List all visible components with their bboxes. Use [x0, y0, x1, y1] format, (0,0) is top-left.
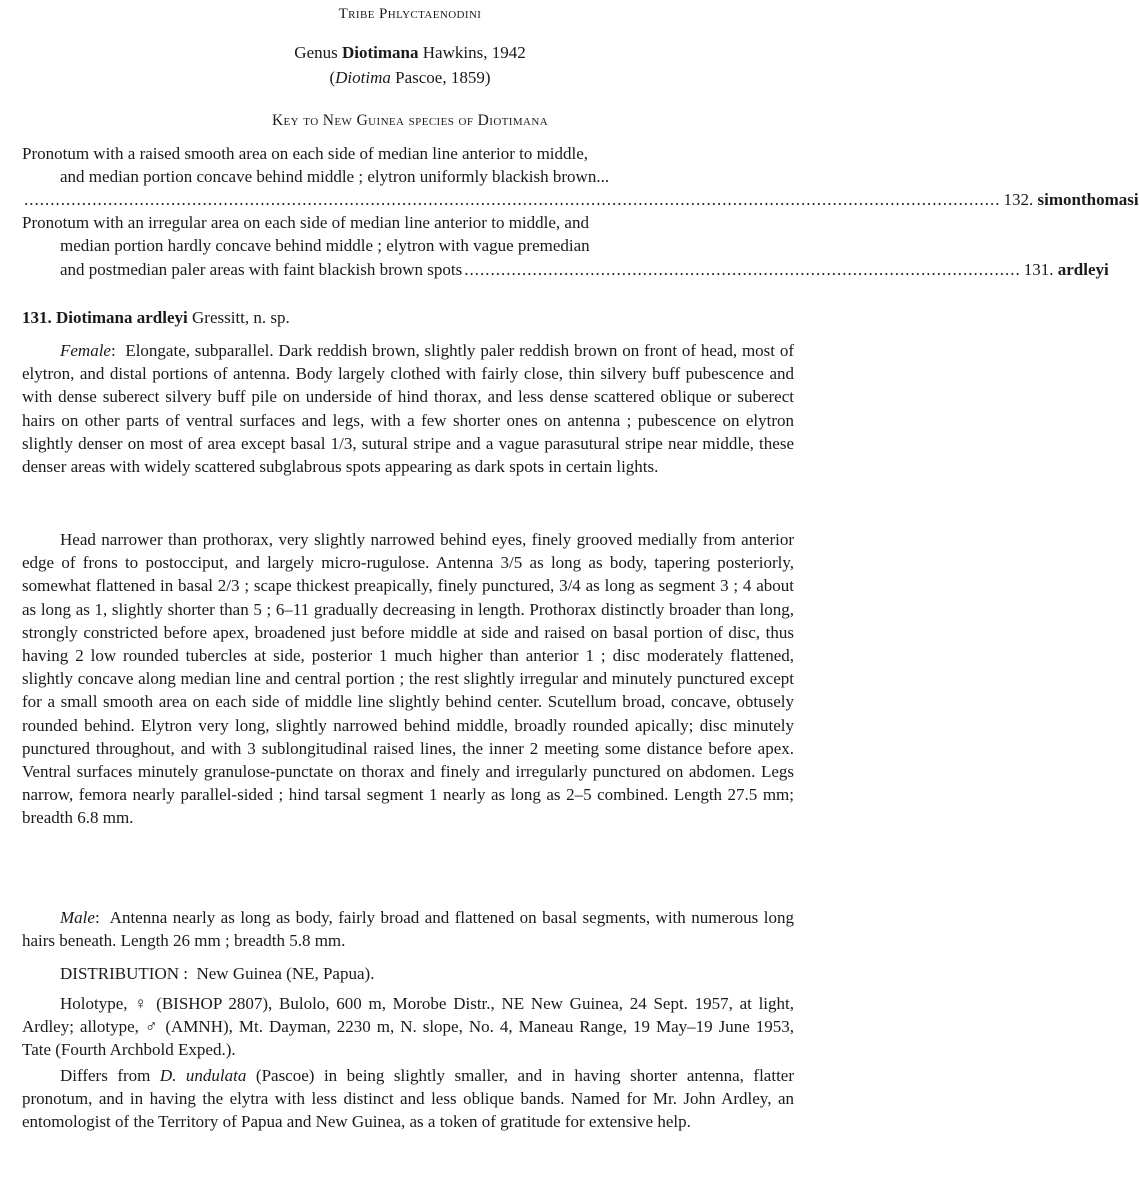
synonym-author: Pascoe, 1859): [395, 68, 491, 87]
distribution-label: DISTRIBUTION :: [60, 964, 188, 983]
differs-after: (Pascoe) in being slightly smaller, and in having shorter antenna, flatter pronotum, and in having the elytra with less distinct and less oblique bands. Named for Mr. John Ardley, an entomologist of the Territory of Papua and New Guinea, as a token of gratitude for extensive help.: [22, 1066, 795, 1132]
female-label: Female: [60, 341, 111, 360]
key-2-line-3-text: and postmedian paler areas with faint blackish brown spots: [60, 260, 463, 279]
male-label: Male: [60, 908, 95, 927]
differs-before: Differs from: [60, 1066, 151, 1085]
key-1-species: simonthomasi: [1037, 190, 1139, 209]
description-paragraph: Head narrower than prothorax, very slightly narrowed behind eyes, finely grooved medially from anterior edge of frons to postocciput, and largely micro-rugulose. Antenna 3/5 as long as body, tapering posteriorly, somewhat flattened in basal 2/3 ; scape thickest preapically, finely punctured, 3/4 as long as segment 3 ; 4 about as long as 1, slightly shorter than 5 ; 6–11 gradually decreasing in length. Prothorax distinctly broader than long, strongly constricted before apex, broadened just before middle at side and raised on basal portion of disc, thus having 2 low rounded tubercles at side, posterior 1 much higher than anterior 1 ; disc moderately flattened, slightly concave along median line and central portion ; the rest slightly irregular and minutely punctured except for a small smooth area on each side of middle line slightly behind center. Scutellum broad, concave, obtusely rounded behind. Elytron very long, slightly narrowed behind middle, broadly rounded apically; disc minutely punctured throughout, and with 3 sublongitudinal raised lines, the inner 2 meeting some distance before apex. Ventral surfaces minutely granulose-punctate on thorax and finely and irregularly punctured on abdomen. Legs narrow, femora nearly parallel-sided ; hind tarsal segment 1 nearly as long as 2–5 combined. Length 27.5 mm; breadth 6.8 mm.: [22, 530, 794, 828]
synonym-name: Diotima: [335, 68, 391, 87]
key-2-number: 131.: [1023, 260, 1054, 279]
differs-species: D. undulata: [159, 1066, 247, 1085]
key-1-line-2: and median portion concave behind middle ; elytron uniformly blackish brown...: [60, 167, 610, 186]
female-text: Elongate, subparallel. Dark reddish brown, slightly paler reddish brown on front of head, most of elytron, and distal portions of antenna. Body largely clothed with fairly close, thin silvery buff pubescence and with dense suberect silvery buff pile on underside of hind thorax, and less dense scattered oblique or suberect hairs on other parts of ventral surfaces and legs, with a few shorter ones on antenna ; pubescence on elytron slightly denser on most of area except basal 1/3, sutural stripe and a vague parasutural stripe near middle, these denser areas with widely scattered subglabrous spots appearing as dark spots in certain lights.: [22, 341, 794, 477]
key-2-line-1: Pronotum with an irregular area on each side of median line anterior to middle, and: [22, 213, 589, 232]
distribution-paragraph: [22, 962, 794, 985]
genus-author: Hawkins, 1942: [422, 43, 526, 62]
key-1-number: 132.: [1003, 190, 1034, 209]
key-2-line-2: median portion hardly concave behind middle ; elytron with vague premedian: [60, 236, 590, 255]
distribution-text: New Guinea (NE, Papua).: [196, 964, 375, 983]
genus-synonym: [0, 66, 820, 89]
leader-dots: ..........................................................................................................: [464, 260, 1021, 279]
key-1-leader: [22, 188, 1139, 211]
synonym-open-paren: (: [329, 68, 336, 87]
female-paragraph: Female: Elongate, subparallel. Dark reddish brown, slightly paler reddish brown on front of head, most of elytron, and distal portions of antenna. Body largely clothed with fairly close, thin silvery buff pubescence and with dense suberect silvery buff pile on underside of hind thorax, and less dense scattered oblique or suberect hairs on other parts of ventral surfaces and legs, with a few shorter ones on antenna ; pubescence on elytron slightly denser on most of area except basal 1/3, sutural stripe and a vague parasutural stripe near middle, these denser areas with widely scattered subglabrous spots appearing as dark spots in certain lights.: [22, 341, 794, 477]
genus-prefix: Genus: [294, 43, 338, 62]
types-paragraph: Holotype, ♀ (BISHOP 2807), Bulolo, 600 m, Morobe Distr., NE New Guinea, 24 Sept. 1957, at light, Ardley; allotype, ♂ (AMNH), Mt. Dayman, 2230 m, N. slope, No. 4, Maneau Range, 19 May–19 June 1953, Tate (Fourth Archbold Exped.).: [22, 994, 794, 1060]
species-author: Gressitt, n. sp.: [192, 308, 290, 327]
tribe-heading: Tribe Phlyctaenodini: [338, 6, 482, 22]
key-1-line-1: Pronotum with a raised smooth area on each side of median line anterior to middle,: [22, 144, 589, 163]
male-paragraph: Male: Antenna nearly as long as body, fairly broad and flattened on basal segments, with numerous long hairs beneath. Length 26 mm ; breadth 5.8 mm.: [22, 908, 794, 951]
genus-heading: [0, 41, 820, 64]
key-2-species: ardleyi: [1057, 260, 1109, 279]
male-text: Antenna nearly as long as body, fairly broad and flattened on basal segments, with numerous long hairs beneath. Length 26 mm ; breadth 5.8 mm.: [22, 908, 794, 951]
key-title: Key to New Guinea species of Diotimana: [271, 112, 549, 129]
differs-paragraph: [22, 1064, 794, 1134]
species-name: Diotimana ardleyi: [56, 308, 188, 327]
species-number: 131.: [22, 308, 52, 327]
genus-name: Diotimana: [342, 43, 419, 62]
species-heading: [22, 306, 290, 329]
leader-dots: ..........................................................................................................................................................................................: [24, 190, 1001, 209]
key-2-line-3: [60, 258, 1109, 281]
